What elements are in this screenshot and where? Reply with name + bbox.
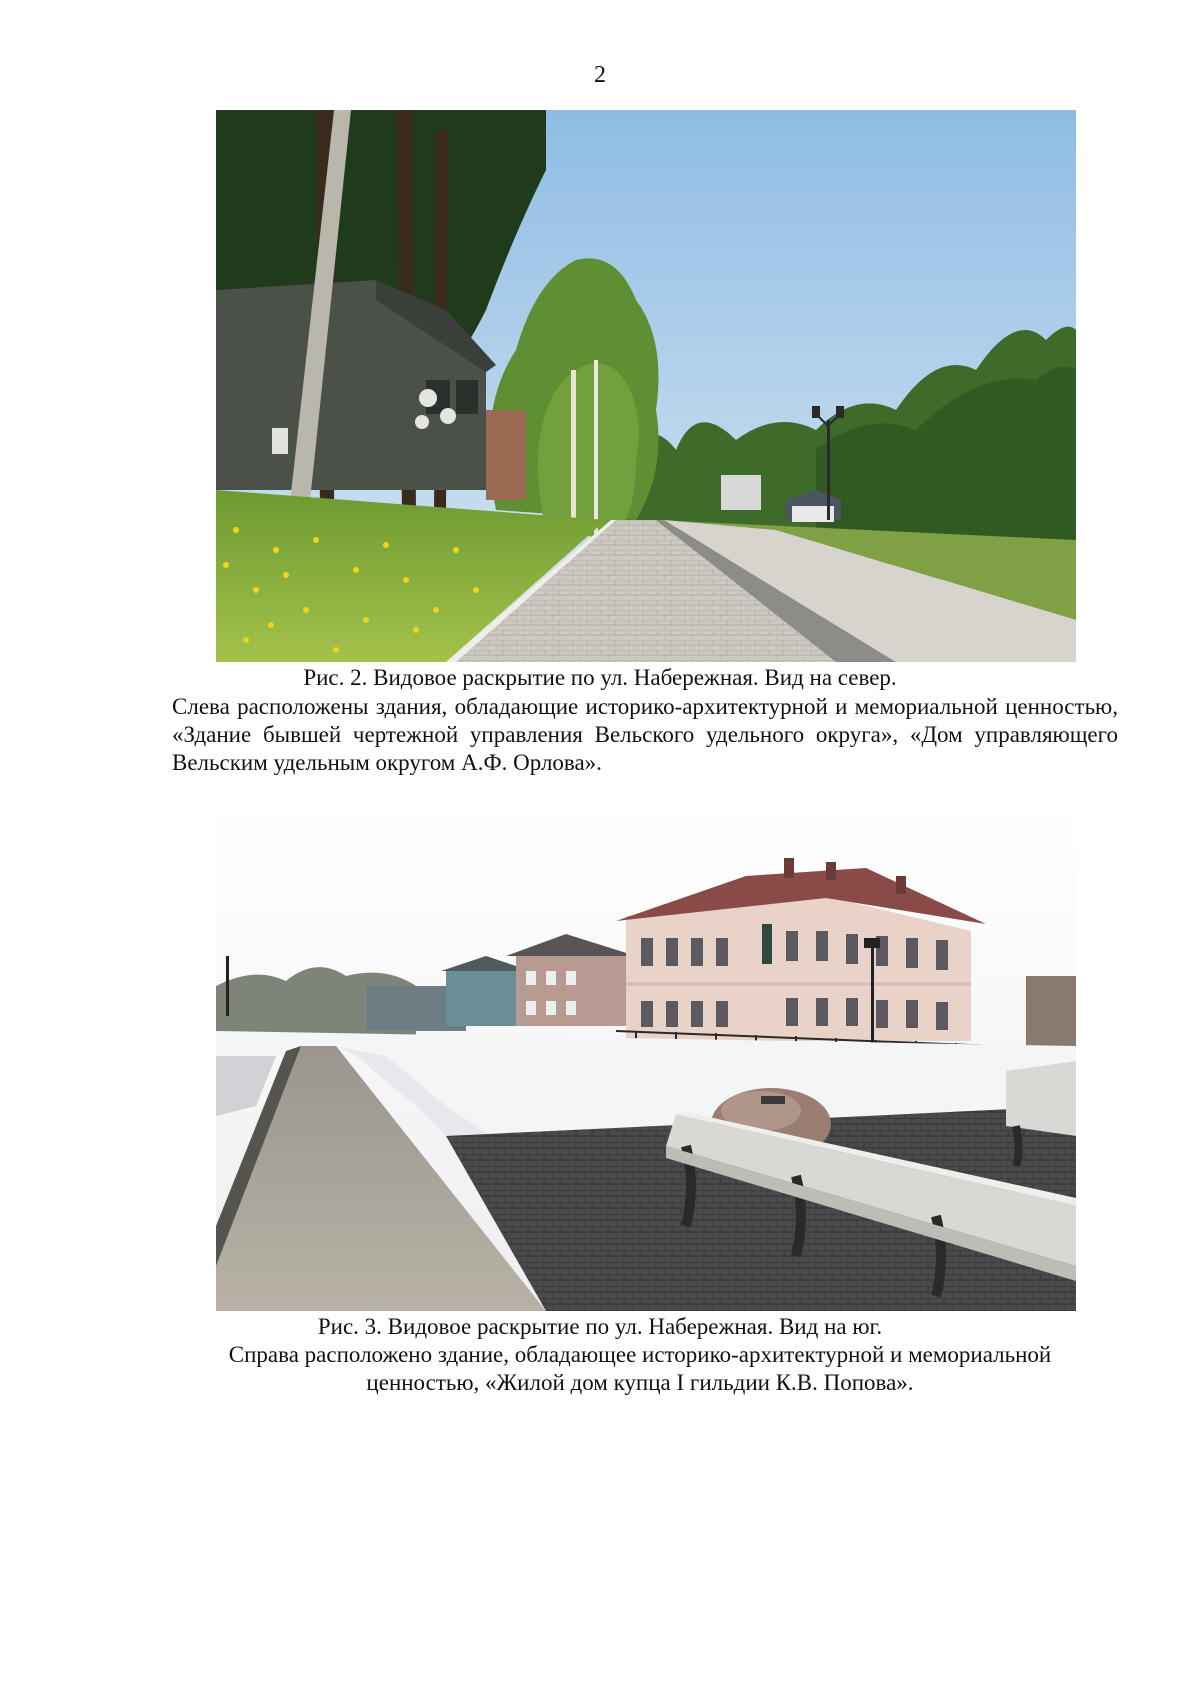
figure-3-description: Справа расположено здание, обладающее историко-архитектурной и мемориальной ценностью, «Жилой дом купца I гильдии К.В. Попова». bbox=[228, 1342, 1052, 1395]
figure-2-photo bbox=[216, 110, 1076, 662]
page-number: 2 bbox=[594, 62, 606, 88]
figure-2-description: Слева расположены здания, обладающие историко-архитектурной и мемориальной ценностью, «Здание бывшей чертежной управления Вельского удельного округа», «Дом управляющего Вельским удельным округом А.Ф. Орлова». bbox=[172, 694, 1118, 775]
figure-3-title: Рис. 3. Видовое раскрытие по ул. Набережная. Вид на юг. bbox=[317, 1314, 883, 1339]
figure-2-title: Рис. 2. Видовое раскрытие по ул. Набережная. Вид на север. bbox=[303, 665, 897, 690]
figure-3-photo bbox=[216, 806, 1076, 1311]
